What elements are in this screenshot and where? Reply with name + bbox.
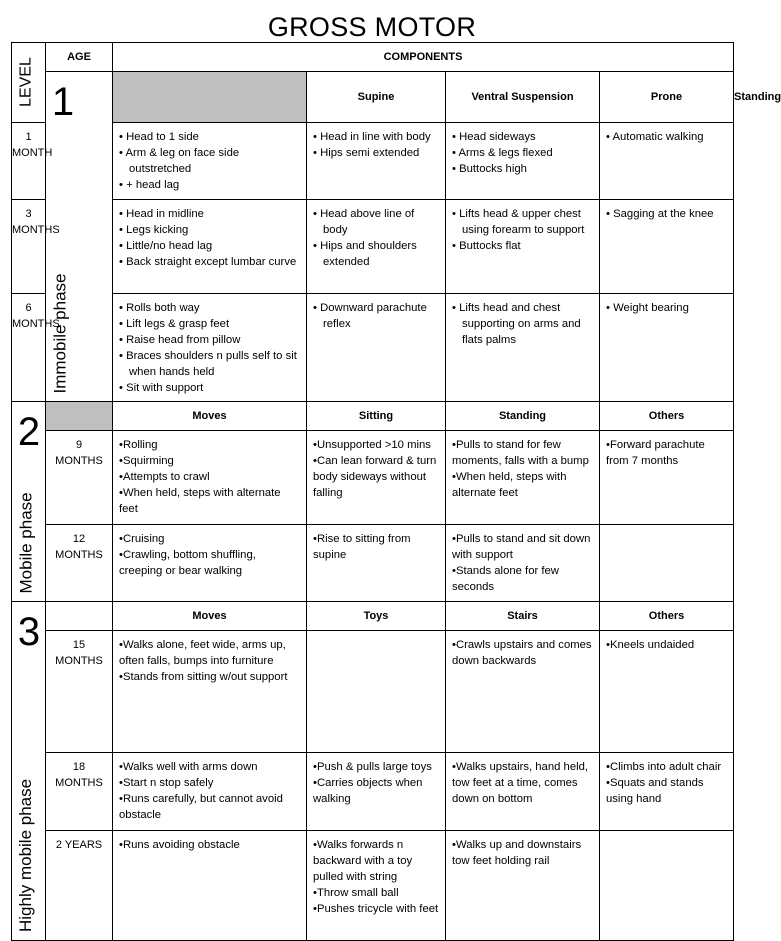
- milestone-item: • Head to 1 side: [119, 129, 302, 145]
- level-header-cell: [12, 43, 46, 123]
- level-3-age-header: [46, 602, 113, 631]
- milestone-item: • Start n stop safely: [119, 775, 302, 791]
- milestone-cell: [446, 753, 600, 830]
- age-cell: [12, 200, 60, 293]
- milestone-cell: [600, 631, 734, 753]
- milestone-item: • Push & pulls large toys: [313, 759, 441, 775]
- page-title: GROSS MOTOR: [267, 12, 477, 42]
- gross-motor-table: LEVEL AGE COMPONENTS 1 Immobile phase Supine Ventral Suspension Prone Standing 1 MONTH • Head to 1 side • Arm & leg on face side outstretched • + head lag • Head in line with body • Hips semi extended • Head sideways • Arms & legs flexed • Buttocks high • Automatic walking 3 MONTHS • Head in midline • Legs kicking • Little/no head lag • Back straight except lumbar curve • Head above line of body • Hips and shoulders extended • Lifts head & upper chest using forearm to support • Buttocks flat • Sagging at the knee 6 MONTHS • Rolls both way • Lift legs & grasp feet • Raise head from pillow • Braces shoulders n pulls self to sit when hands held • Sit with support • Downward parachute reflex • Lifts head and chest supporting on arms and flats palms • Weight bearing 2 Mobile phase Moves Sitting Standing Others 9 MONTHS • Rolling • Squirming • Attempts to crawl • When held, steps with alternate feet • Unsupported >10 mins • Can lean forward & turn body sideways without falling • Pulls to stand for few moments, falls with a bump • When held, steps with alternate feet • Forward parachute from 7 months 12 MONTHS • Cruising • Crawling, bottom shuffling, creeping or bear walking • Rise to sitting from supine • Pulls to stand and sit down with support • Stands alone for few seconds 3 Highly mobile phase Moves Toys Stairs Others 15 MONTHS • Walks alone, feet wide, arms up, often falls, bumps into furniture • Stands from sitting w/out support • Crawls upstairs and comes down backwards • Kneels undaided 18 MONTHS • Walks well with arms down • Start n stop safely • Runs carefully, but cannot avoid obstacle • Push & pulls large toys • Carries objects when walking • Walks upstairs, hand held, tow feet at a time, comes down on bottom • Climbs into adult chair • Squats and stands using hand 2 YEARS • Runs avoiding obstacle • Walks forwards n backward with a toy pulled with string • Throw small ball • Pushes tricycle with feet • Walks up and downstairs tow feet holding rail: [11, 42, 734, 941]
- milestone-cell: [113, 524, 307, 601]
- level-3-number: 3: [17, 610, 41, 654]
- milestone-cell: [113, 431, 307, 524]
- milestone-cell: [113, 200, 307, 293]
- milestone-item: • Little/no head lag: [119, 238, 302, 254]
- age-cell: [12, 293, 60, 401]
- milestone-item: • Weight bearing: [606, 300, 729, 316]
- age-cell: [46, 753, 113, 830]
- level-1-column-header: Ventral Suspension: [446, 72, 600, 123]
- milestone-cell: [600, 830, 734, 940]
- level-3-column-header: Toys: [307, 602, 446, 631]
- milestone-item: • Runs carefully, but cannot avoid obstacle: [119, 791, 302, 823]
- level-header: LEVEL: [17, 57, 35, 107]
- milestone-item: • Kneels undaided: [606, 637, 729, 653]
- milestone-item: • Rolls both way: [119, 300, 302, 316]
- milestone-cell: [600, 753, 734, 830]
- milestone-item: • Throw small ball: [313, 885, 441, 901]
- milestone-item: • Walks up and downstairs tow feet holding rail: [452, 837, 595, 869]
- milestone-cell: [446, 293, 600, 401]
- milestone-item: • Pushes tricycle with feet: [313, 901, 441, 917]
- milestone-item: • + head lag: [119, 177, 302, 193]
- milestone-item: • Rise to sitting from supine: [313, 531, 441, 563]
- milestone-item: • Buttocks high: [452, 161, 595, 177]
- milestone-cell: [446, 830, 600, 940]
- milestone-cell: [446, 524, 600, 601]
- milestone-item: • Back straight except lumbar curve: [119, 254, 302, 270]
- level-2-column-header: Moves: [113, 402, 307, 431]
- milestone-item: • Head sideways: [452, 129, 595, 145]
- milestone-item: • Walks well with arms down: [119, 759, 302, 775]
- milestone-item: • Hips semi extended: [313, 145, 441, 161]
- level-1-column-header: Prone: [600, 72, 734, 123]
- milestone-item: • Pulls to stand for few moments, falls with a bump: [452, 437, 595, 469]
- milestone-cell: [307, 200, 446, 293]
- milestone-cell: [307, 123, 446, 200]
- milestone-item: • Stands alone for few seconds: [452, 563, 595, 595]
- milestone-item: • Sit with support: [119, 380, 302, 396]
- milestone-item: • Arms & legs flexed: [452, 145, 595, 161]
- age-label: MONTHS: [12, 224, 60, 237]
- milestone-cell: [307, 753, 446, 830]
- level-3-phase-label: Highly mobile phase: [16, 778, 35, 932]
- table-row: [12, 830, 734, 940]
- milestone-cell: [307, 631, 446, 753]
- milestone-cell: [446, 631, 600, 753]
- milestone-cell: [113, 753, 307, 830]
- milestone-item: • Runs avoiding obstacle: [119, 837, 302, 853]
- milestone-item: • Forward parachute from 7 months: [606, 437, 729, 469]
- milestone-item: • Head in line with body: [313, 129, 441, 145]
- milestone-item: • Walks alone, feet wide, arms up, often falls, bumps into furniture: [119, 637, 302, 669]
- milestone-cell: [446, 431, 600, 524]
- level-2-number: 2: [17, 410, 41, 454]
- milestone-item: • Legs kicking: [119, 222, 302, 238]
- age-cell: [46, 524, 113, 601]
- level-3-cell: [12, 602, 46, 941]
- milestone-item: • Rolling: [119, 437, 302, 453]
- level-1-number: 1: [51, 80, 75, 124]
- milestone-cell: [446, 123, 600, 200]
- milestone-item: • Hips and shoulders extended: [313, 238, 441, 270]
- age-label: 18: [72, 761, 86, 774]
- milestone-item: • Sagging at the knee: [606, 206, 729, 222]
- milestone-item: • Unsupported >10 mins: [313, 437, 441, 453]
- milestone-cell: [113, 293, 307, 401]
- milestone-cell: [307, 524, 446, 601]
- milestone-item: • Can lean forward & turn body sideways without falling: [313, 453, 441, 501]
- milestone-item: • Crawling, bottom shuffling, creeping or bear walking: [119, 547, 302, 579]
- level-1-column-header: Supine: [307, 72, 446, 123]
- milestone-cell: [307, 293, 446, 401]
- milestone-item: • Pulls to stand and sit down with support: [452, 531, 595, 563]
- milestone-item: • Lifts head and chest supporting on arms and flats palms: [452, 300, 595, 348]
- milestone-item: • Walks forwards n backward with a toy pulled with string: [313, 837, 441, 885]
- age-label: 15: [72, 639, 86, 652]
- milestone-cell: [600, 431, 734, 524]
- milestone-cell: [307, 830, 446, 940]
- age-label: MONTH: [12, 147, 53, 160]
- table-row: [12, 631, 734, 753]
- table-row: [12, 293, 734, 401]
- level-1-cell: [46, 72, 113, 402]
- milestone-cell: [113, 631, 307, 753]
- milestone-cell: [113, 830, 307, 940]
- milestone-item: • Lift legs & grasp feet: [119, 316, 302, 332]
- components-header: COMPONENTS: [113, 43, 734, 72]
- age-label: 3: [25, 208, 32, 221]
- milestone-item: • Head above line of body: [313, 206, 441, 238]
- level-3-column-header: Others: [600, 602, 734, 631]
- milestone-item: • Attempts to crawl: [119, 469, 302, 485]
- milestone-item: • When held, steps with alternate feet: [452, 469, 595, 501]
- milestone-item: • Carries objects when walking: [313, 775, 441, 807]
- age-cell: [12, 123, 53, 200]
- age-label: 1: [25, 131, 32, 144]
- milestone-item: • Automatic walking: [606, 129, 729, 145]
- milestone-cell: [600, 200, 734, 293]
- milestone-cell: [307, 431, 446, 524]
- milestone-item: • Stands from sitting w/out support: [119, 669, 302, 685]
- milestone-item: • Buttocks flat: [452, 238, 595, 254]
- milestone-item: • Braces shoulders n pulls self to sit when hands held: [119, 348, 302, 380]
- milestone-item: • Squats and stands using hand: [606, 775, 729, 807]
- level-2-cell: [12, 402, 46, 602]
- table-row: [12, 123, 734, 200]
- milestone-item: • Squirming: [119, 453, 302, 469]
- age-label: MONTHS: [55, 777, 103, 790]
- age-label: 6: [25, 301, 32, 314]
- milestone-item: • Lifts head & upper chest using forearm to support: [452, 206, 595, 238]
- level-3-column-header: Stairs: [446, 602, 600, 631]
- milestone-item: • Downward parachute reflex: [313, 300, 441, 332]
- level-1-phase-label: Immobile phase: [50, 272, 69, 393]
- milestone-cell: [446, 200, 600, 293]
- level-2-column-header: Others: [600, 402, 734, 431]
- table-row: [12, 753, 734, 830]
- level-2-column-header: Standing: [446, 402, 600, 431]
- level-2-column-header: Sitting: [307, 402, 446, 431]
- age-label: 12: [72, 532, 86, 545]
- level-2-phase-label: Mobile phase: [16, 491, 35, 593]
- milestone-cell: [113, 123, 307, 200]
- age-cell: [46, 431, 113, 524]
- table-row: [12, 524, 734, 601]
- milestone-item: • Crawls upstairs and comes down backwards: [452, 637, 595, 669]
- milestone-item: • Walks upstairs, hand held, tow feet at a time, comes down on bottom: [452, 759, 595, 807]
- milestone-cell: [600, 524, 734, 601]
- level-2-age-header: [46, 402, 113, 431]
- age-cell: [46, 631, 113, 753]
- level-3-column-header: Moves: [113, 602, 307, 631]
- milestone-item: • When held, steps with alternate feet: [119, 485, 302, 517]
- milestone-cell: [600, 293, 734, 401]
- milestone-cell: [600, 123, 734, 200]
- milestone-item: • Climbs into adult chair: [606, 759, 729, 775]
- table-row: [12, 431, 734, 524]
- age-cell: [46, 830, 113, 940]
- level-1-age-header: [113, 72, 307, 123]
- age-label: MONTHS: [55, 548, 103, 561]
- age-label: 2 YEARS: [55, 838, 103, 851]
- age-label: MONTHS: [55, 455, 103, 468]
- milestone-item: • Head in midline: [119, 206, 302, 222]
- age-header: AGE: [46, 43, 113, 72]
- age-label: MONTHS: [55, 655, 103, 668]
- age-label: MONTHS: [12, 317, 60, 330]
- age-label: 9: [75, 439, 83, 452]
- milestone-item: • Arm & leg on face side outstretched: [119, 145, 302, 177]
- milestone-item: • Raise head from pillow: [119, 332, 302, 348]
- milestone-item: • Cruising: [119, 531, 302, 547]
- table-row: [12, 200, 734, 293]
